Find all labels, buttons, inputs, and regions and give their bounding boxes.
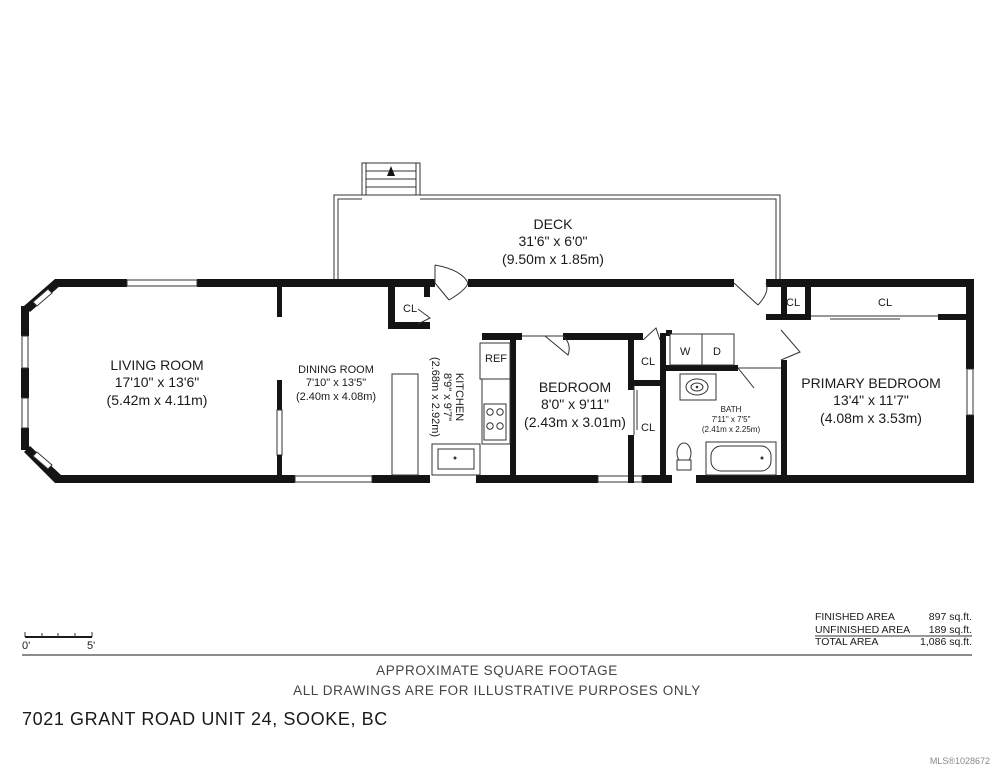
deck-name: DECK <box>533 216 573 232</box>
area-label: FINISHED AREA <box>815 611 895 623</box>
front-door-swing <box>435 265 468 300</box>
bath-dim-metric: (2.41m x 2.25m) <box>701 425 761 434</box>
primary-bedroom-name: PRIMARY BEDROOM <box>801 375 941 391</box>
kitchen-dim-imperial: 8'9" x 9'7" <box>441 372 453 422</box>
area-value: 897 sq.ft. <box>928 611 972 623</box>
living-room-name: LIVING ROOM <box>110 357 204 373</box>
scale-bar <box>22 632 95 652</box>
scale-start-label: 0' <box>22 640 31 652</box>
dining-room-label <box>296 364 376 403</box>
bedroom-name: BEDROOM <box>538 379 612 395</box>
primary-bedroom-dim-imperial: 13'4" x 11'7" <box>833 392 909 408</box>
living-room-dim-imperial: 17'10" x 13'6" <box>114 374 200 390</box>
bedroom-door-swing <box>522 336 569 355</box>
living-room-dim-metric: (5.42m x 4.11m) <box>106 392 208 408</box>
dining-room-name: DINING ROOM <box>298 364 374 376</box>
closet-label: CL <box>878 297 893 309</box>
approximate-footage-note: APPROXIMATE SQUARE FOOTAGE <box>376 663 618 678</box>
deck-label <box>502 216 604 267</box>
sink-drain-icon <box>454 457 457 460</box>
closet-label: CL <box>403 303 418 315</box>
dining-room-dim-imperial: 7'10" x 13'5" <box>305 377 367 389</box>
rear-door-swing <box>734 283 767 305</box>
illustrative-purposes-note: ALL DRAWINGS ARE FOR ILLUSTRATIVE PURPOSES ONLY <box>293 683 701 698</box>
mls-number: MLS®1028672 <box>929 756 990 766</box>
bath-dim-imperial: 7'11" x 7'5" <box>711 415 751 424</box>
bath-label <box>702 405 761 434</box>
closet-door-swing <box>418 309 430 324</box>
deck-dim-imperial: 31'6" x 6'0" <box>518 233 588 249</box>
primary-bedroom-label <box>801 375 941 426</box>
deck-stairs <box>362 163 420 195</box>
closet-label: CL <box>641 422 656 434</box>
bedroom-label <box>524 379 626 430</box>
dining-room-dim-metric: (2.40m x 4.08m) <box>295 391 377 403</box>
property-address: 7021 GRANT ROAD UNIT 24, SOOKE, BC <box>22 709 388 729</box>
primary-bedroom-dim-metric: (4.08m x 3.53m) <box>820 410 922 426</box>
ref-label: REF <box>485 353 507 365</box>
bath-door-swing <box>738 330 800 388</box>
dryer-label: D <box>713 346 721 358</box>
bath-name: BATH <box>720 405 742 414</box>
kitchen-island <box>392 374 418 475</box>
closet-label: CL <box>641 356 656 368</box>
kitchen-label <box>429 357 465 437</box>
kitchen-dim-metric: (2.68m x 2.92m) <box>429 356 441 438</box>
area-label: UNFINISHED AREA <box>815 624 911 636</box>
scale-end-label: 5' <box>87 640 96 652</box>
kitchen-name: KITCHEN <box>453 372 465 422</box>
area-value: 189 sq.ft. <box>928 624 972 636</box>
bedroom-dim-metric: (2.43m x 3.01m) <box>524 414 626 430</box>
living-room-label <box>107 357 208 408</box>
area-table <box>815 611 972 648</box>
area-value: 1,086 sq.ft. <box>920 636 972 648</box>
closet-label: CL <box>786 297 801 309</box>
stove <box>484 404 506 440</box>
area-label: TOTAL AREA <box>815 636 879 648</box>
deck-dim-metric: (9.50m x 1.85m) <box>502 251 604 267</box>
laundry-door-swing <box>643 328 660 340</box>
bedroom-dim-imperial: 8'0" x 9'11" <box>541 396 609 412</box>
washer-label: W <box>680 346 691 358</box>
